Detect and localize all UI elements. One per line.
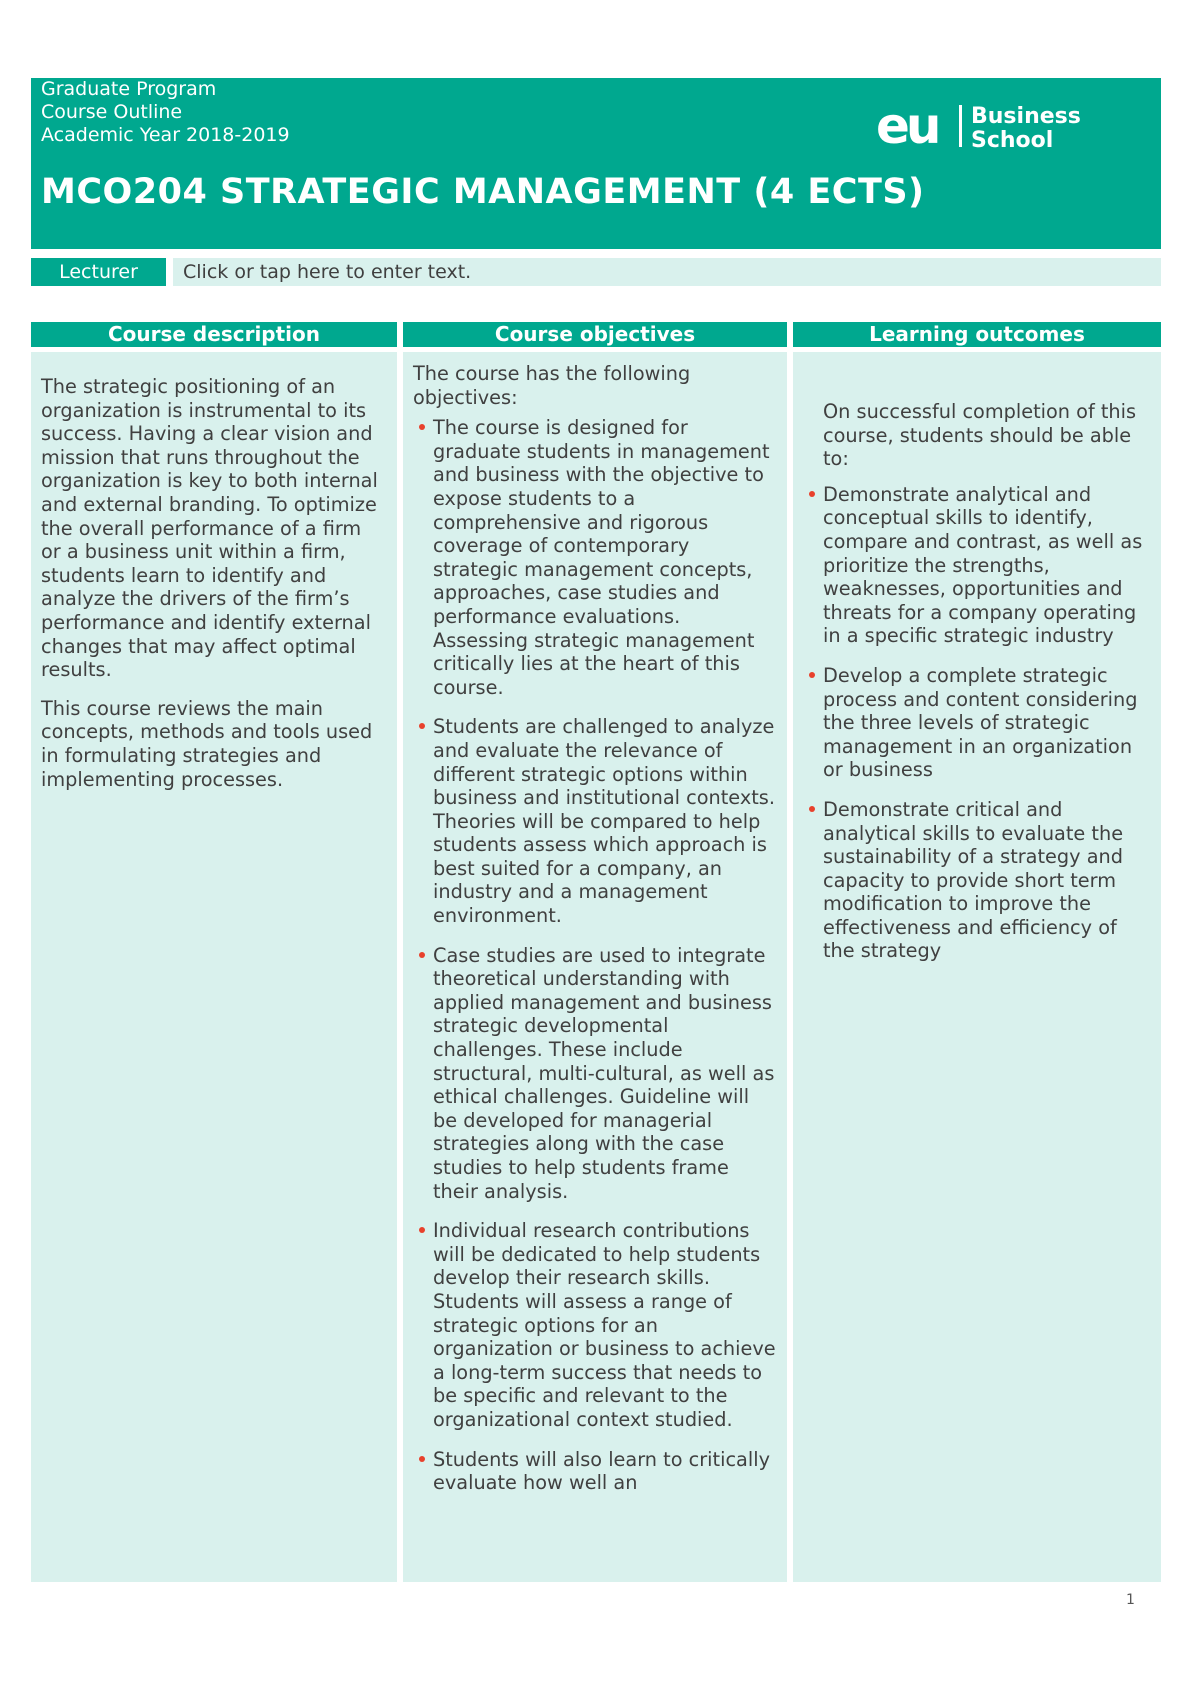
learning-outcomes-heading: Learning outcomes <box>793 322 1161 347</box>
bullet-icon <box>419 1456 425 1462</box>
header-banner <box>31 78 1161 249</box>
lecturer-input-field[interactable]: Click or tap here to enter text. <box>173 258 1161 286</box>
course-objectives-heading: Course objectives <box>403 322 787 347</box>
course-title: MCO204 STRATEGIC MANAGEMENT (4 ECTS) <box>41 172 925 212</box>
description-paragraph-1: The strategic positioning of an organization is instrumental to its success. Having a clear vision and mission that runs throughout the organization is key to both internal and external branding. To optimize the overall performance of a firm or a business unit within a firm, students learn to identify and analyze the drivers of the firm’s performance and identify external changes that may affect optimal results. <box>41 375 378 682</box>
lecturer-label: Lecturer <box>31 258 166 286</box>
logo-text-business: Business <box>971 104 1081 129</box>
course-description-panel <box>31 352 397 1582</box>
academic-year-label: Academic Year 2018-2019 <box>41 124 290 146</box>
bullet-icon <box>419 424 425 430</box>
logo-text-school: School <box>971 128 1054 153</box>
learning-outcomes-panel <box>793 352 1161 1582</box>
page-number: 1 <box>1126 1592 1135 1608</box>
bullet-icon <box>419 723 425 729</box>
objective-item: Students will also learn to critically evaluate how well an <box>413 1448 777 1495</box>
outcomes-intro: On successful completion of this course, students should be able to: <box>823 400 1137 471</box>
course-objectives-panel <box>403 352 787 1582</box>
outcome-item: Demonstrate analytical and conceptual skills to identify, compare and contrast, as well as prioritize the strengths, weaknesses, opportunities and threats for a company operating in a specific strategic industry <box>803 483 1151 648</box>
bullet-icon <box>419 952 425 958</box>
logo-mark: eu <box>876 99 938 153</box>
logo-divider <box>959 105 962 147</box>
eu-business-school-logo <box>876 99 1086 153</box>
objective-item: Individual research contributions will be dedicated to help students develop their research skills. Students will assess a range of strategic options for an organization or business to achieve a long-term success that needs to be specific and relevant to the organizational context studied. <box>413 1219 777 1431</box>
objectives-intro: The course has the following objectives: <box>413 362 691 409</box>
course-description-heading: Course description <box>31 322 397 347</box>
bullet-icon <box>809 806 815 812</box>
outcome-item: Develop a complete strategic process and content considering the three levels of strategic management in an organization or business <box>803 664 1151 782</box>
description-paragraph-2: This course reviews the main concepts, methods and tools used in formulating strategies and implementing processes. <box>41 696 373 791</box>
program-label: Graduate Program <box>41 78 217 100</box>
outcomes-list <box>803 483 1151 963</box>
objective-item: Case studies are used to integrate theoretical understanding with applied management and business strategic developmental challenges. These include structural, multi-cultural, as well as ethical challenges. Guideline will be developed for managerial strategies along with the case studies to help students frame their analysis. <box>413 944 777 1204</box>
objectives-list <box>413 416 777 1495</box>
outline-label: Course Outline <box>41 101 183 123</box>
objective-item: The course is designed for graduate students in management and business with the objective to expose students to a comprehensive and rigorous coverage of contemporary strategic management concepts, approaches, case studies and performance evaluations. Assessing strategic management critically lies at the heart of this course. <box>413 416 777 699</box>
objective-item: Students are challenged to analyze and evaluate the relevance of different strategic options within business and institutional contexts. Theories will be compared to help students assess which approach is best suited for a company, an industry and a management environment. <box>413 715 777 927</box>
bullet-icon <box>809 672 815 678</box>
bullet-icon <box>809 491 815 497</box>
outcome-item: Demonstrate critical and analytical skills to evaluate the sustainability of a strategy and capacity to provide short term modification to improve the effectiveness and efficiency of the strategy <box>803 798 1151 963</box>
bullet-icon <box>419 1227 425 1233</box>
